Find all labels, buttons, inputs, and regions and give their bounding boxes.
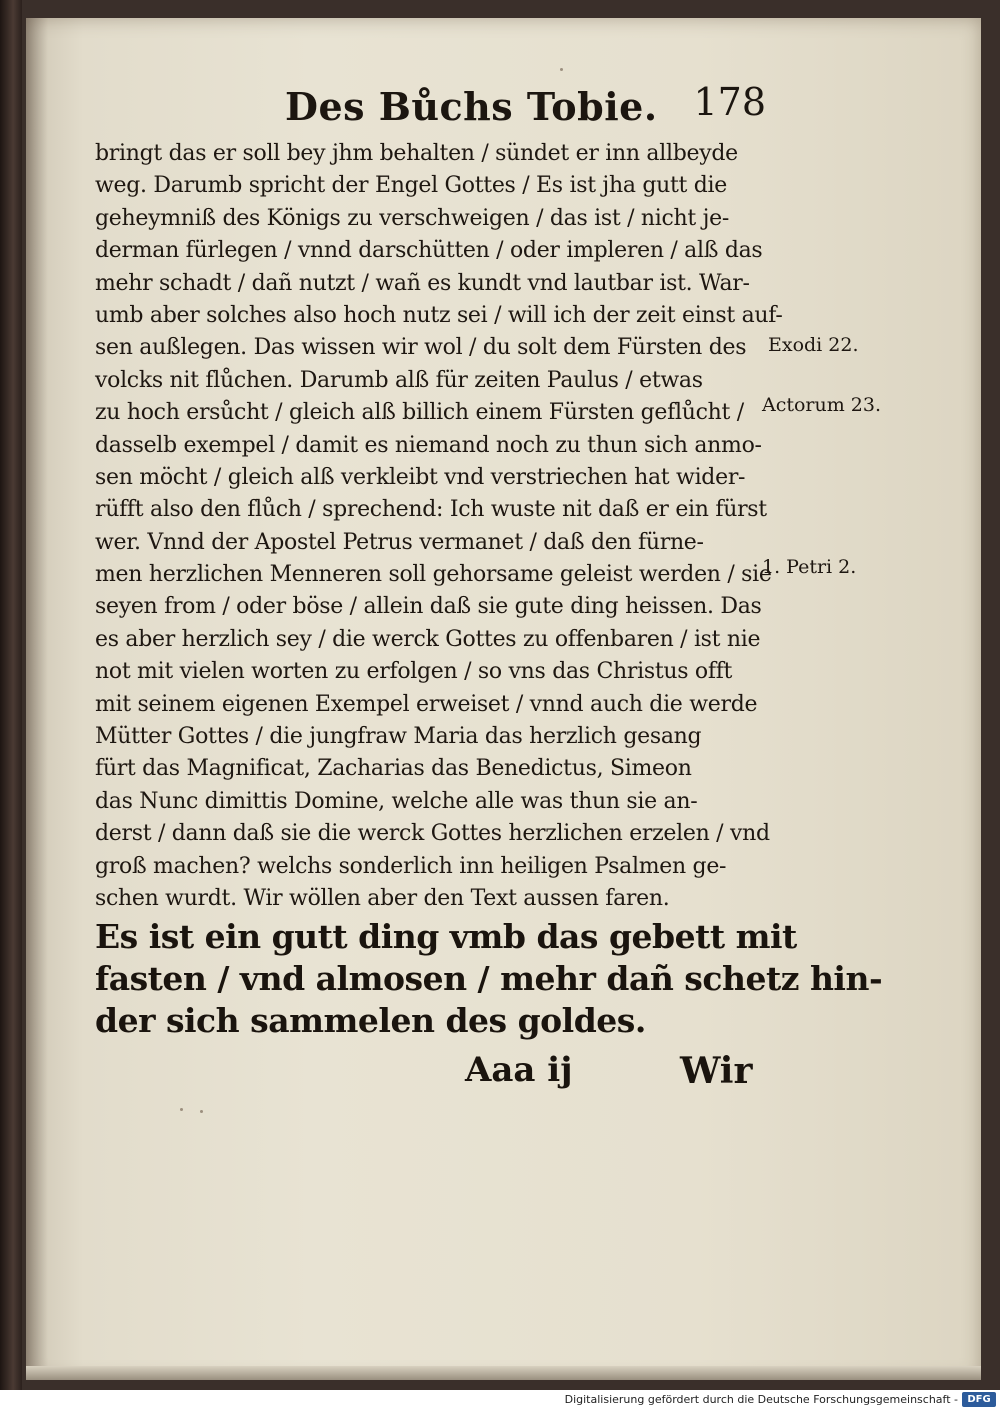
text-line: Mütter Gottes / die jungfraw Maria das herzlich gesang <box>95 724 702 750</box>
text-line: seyen from / oder böse / allein daß sie gute ding heissen. Das <box>95 594 762 620</box>
catchword: Wir <box>680 1050 753 1092</box>
verse-line: der sich sammelen des goldes. <box>95 1001 646 1040</box>
running-head: Des Bůchs Tobie. <box>285 84 658 129</box>
dfg-logo-icon: DFG <box>962 1392 996 1407</box>
text-line: rüfft also den flůch / sprechend: Ich wuste nit daß er ein fürst <box>95 497 767 523</box>
page-number: 178 <box>693 80 766 124</box>
text-line: groß machen? welchs sonderlich inn heiligen Psalmen ge- <box>95 853 727 879</box>
text-line: dasselb exempel / damit es niemand noch zu thun sich anmo- <box>95 432 762 458</box>
text-line: zu hoch ersůcht / gleich alß billich einem Fürsten geflůcht / <box>95 400 744 426</box>
verse-line: fasten / vnd almosen / mehr dañ schetz hin- <box>95 959 883 998</box>
scripture-verse <box>95 916 883 1042</box>
text-line: geheymniß des Königs zu verschweigen / das ist / nicht je- <box>95 205 730 231</box>
page-bottom-edge <box>26 1366 981 1380</box>
text-line: fürt das Magnificat, Zacharias das Benedictus, Simeon <box>95 756 692 782</box>
signature-mark: Aaa ij <box>465 1050 573 1090</box>
text-line: weg. Darumb spricht der Engel Gottes / Es ist jha gutt die <box>95 173 727 199</box>
text-line: sen möcht / gleich alß verkleibt vnd verstriechen hat wider- <box>95 464 746 490</box>
text-line: mit seinem eigenen Exempel erweiset / vnnd auch die werde <box>95 691 758 717</box>
text-line: mehr schadt / dañ nutzt / wañ es kundt vnd lautbar ist. War- <box>95 270 750 296</box>
text-line: derst / dann daß sie die werck Gottes herzlichen erzelen / vnd <box>95 821 770 847</box>
margin-note-exodi: Exodi 22. <box>768 334 859 356</box>
margin-note-petri: 1. Petri 2. <box>762 556 857 578</box>
text-line: men herzlichen Menneren soll gehorsame geleist werden / sie <box>95 562 772 588</box>
text-line: schen wurdt. Wir wöllen aber den Text aussen faren. <box>95 885 670 911</box>
verse-line: Es ist ein gutt ding vmb das gebett mit <box>95 917 797 956</box>
text-line: not mit vielen worten zu erfolgen / so vns das Christus offt <box>95 659 733 685</box>
footer-bar <box>0 1390 1000 1410</box>
text-line: sen außlegen. Das wissen wir wol / du solt dem Fürsten des <box>95 335 747 361</box>
text-line: umb aber solches also hoch nutz sei / will ich der zeit einst auf- <box>95 302 783 328</box>
text-line: bringt das er soll bey jhm behalten / sündet er inn allbeyde <box>95 141 738 166</box>
text-line: volcks nit flůchen. Darumb alß für zeiten Paulus / etwas <box>95 367 703 393</box>
paper-speck <box>200 1110 203 1113</box>
text-line: es aber herzlich sey / die werck Gottes zu offenbaren / ist nie <box>95 626 761 652</box>
paper-speck <box>560 68 563 71</box>
page-header <box>255 80 770 130</box>
page-gutter-shadow <box>26 18 48 1380</box>
text-line: wer. Vnnd der Apostel Petrus vermanet / daß den fürne- <box>95 529 704 555</box>
body-text <box>95 138 783 915</box>
margin-note-actorum: Actorum 23. <box>762 394 882 416</box>
text-line: das Nunc dimittis Domine, welche alle was thun sie an- <box>95 788 698 814</box>
funding-credit: Digitalisierung gefördert durch die Deutsche Forschungsgemeinschaft - <box>564 1393 958 1406</box>
paper-speck <box>180 1108 183 1111</box>
text-line: derman fürlegen / vnnd darschütten / oder impleren / alß das <box>95 238 763 264</box>
